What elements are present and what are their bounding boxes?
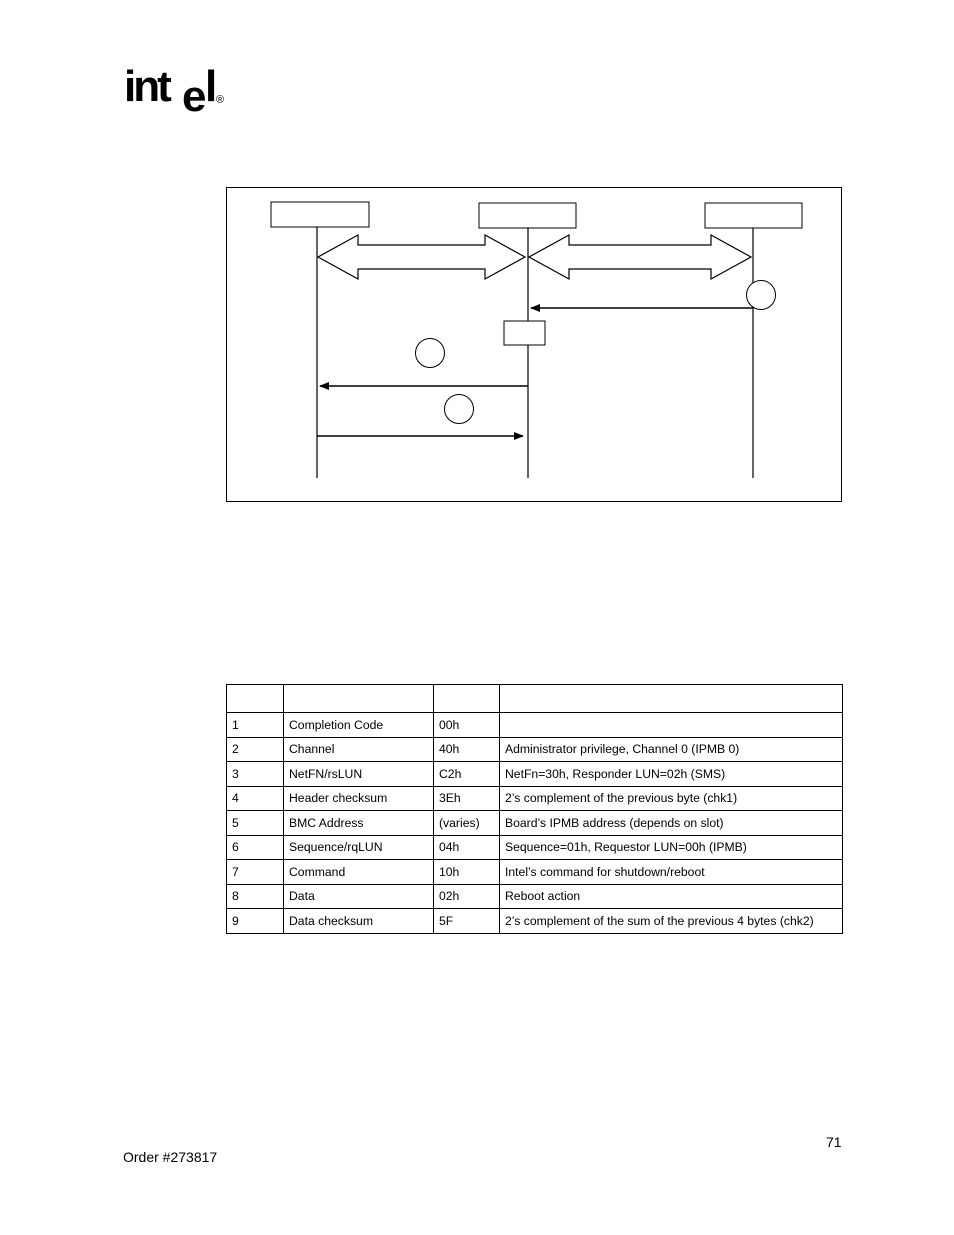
table-header-row bbox=[227, 685, 843, 713]
value-cell: (varies) bbox=[434, 811, 500, 836]
step-marker-1 bbox=[747, 281, 776, 310]
message-bytes-table bbox=[226, 684, 843, 934]
table-row bbox=[227, 737, 843, 762]
field-cell: Header checksum bbox=[284, 786, 434, 811]
table-row bbox=[227, 811, 843, 836]
step-marker-3 bbox=[445, 395, 474, 424]
byte-cell: 4 bbox=[227, 786, 284, 811]
table-row bbox=[227, 909, 843, 934]
value-cell: 10h bbox=[434, 860, 500, 885]
byte-cell: 7 bbox=[227, 860, 284, 885]
byte-cell: 5 bbox=[227, 811, 284, 836]
byte-cell: 6 bbox=[227, 835, 284, 860]
description-cell: NetFn=30h, Responder LUN=02h (SMS) bbox=[500, 762, 843, 787]
table-body bbox=[227, 713, 843, 934]
participant-box-3 bbox=[705, 203, 802, 228]
table-row bbox=[227, 860, 843, 885]
description-cell: 2’s complement of the previous byte (chk1) bbox=[500, 786, 843, 811]
logo-text-l: l bbox=[205, 62, 218, 111]
description-cell: Board’s IPMB address (depends on slot) bbox=[500, 811, 843, 836]
field-cell: Command bbox=[284, 860, 434, 885]
field-cell: Data bbox=[284, 884, 434, 909]
field-cell: NetFN/rsLUN bbox=[284, 762, 434, 787]
participant-box-1 bbox=[271, 202, 369, 227]
byte-cell: 2 bbox=[227, 737, 284, 762]
byte-cell: 8 bbox=[227, 884, 284, 909]
table-row bbox=[227, 835, 843, 860]
table-row bbox=[227, 762, 843, 787]
table-row bbox=[227, 884, 843, 909]
byte-cell: 9 bbox=[227, 909, 284, 934]
activation-box bbox=[504, 321, 545, 345]
table-row bbox=[227, 713, 843, 738]
description-cell bbox=[500, 713, 843, 738]
description-cell: Sequence=01h, Requestor LUN=00h (IPMB) bbox=[500, 835, 843, 860]
description-cell: 2’s complement of the sum of the previous 4 bytes (chk2) bbox=[500, 909, 843, 934]
value-cell: 3Eh bbox=[434, 786, 500, 811]
page-number: 71 bbox=[826, 1134, 842, 1150]
field-cell: Data checksum bbox=[284, 909, 434, 934]
header-cell-field bbox=[284, 685, 434, 713]
byte-cell: 3 bbox=[227, 762, 284, 787]
value-cell: 5F bbox=[434, 909, 500, 934]
intel-logo bbox=[122, 58, 232, 120]
field-cell: BMC Address bbox=[284, 811, 434, 836]
field-cell: Channel bbox=[284, 737, 434, 762]
description-cell: Intel’s command for shutdown/reboot bbox=[500, 860, 843, 885]
logo-text-int: int bbox=[124, 62, 169, 111]
participant-box-2 bbox=[479, 203, 576, 228]
value-cell: 40h bbox=[434, 737, 500, 762]
value-cell: 02h bbox=[434, 884, 500, 909]
sequence-diagram bbox=[226, 187, 842, 502]
description-cell: Administrator privilege, Channel 0 (IPMB 0) bbox=[500, 737, 843, 762]
header-cell-value bbox=[434, 685, 500, 713]
value-cell: 04h bbox=[434, 835, 500, 860]
byte-cell: 1 bbox=[227, 713, 284, 738]
value-cell: 00h bbox=[434, 713, 500, 738]
step-marker-2 bbox=[416, 339, 445, 368]
order-number: Order #273817 bbox=[123, 1149, 218, 1165]
table-row bbox=[227, 786, 843, 811]
description-cell: Reboot action bbox=[500, 884, 843, 909]
header-cell-byte bbox=[227, 685, 284, 713]
header-cell-description bbox=[500, 685, 843, 713]
bidirectional-arrow-left bbox=[318, 235, 525, 279]
bidirectional-arrow-right bbox=[529, 235, 751, 279]
logo-text-e: e bbox=[182, 72, 204, 120]
registered-mark: ® bbox=[216, 94, 225, 106]
field-cell: Completion Code bbox=[284, 713, 434, 738]
value-cell: C2h bbox=[434, 762, 500, 787]
field-cell: Sequence/rqLUN bbox=[284, 835, 434, 860]
